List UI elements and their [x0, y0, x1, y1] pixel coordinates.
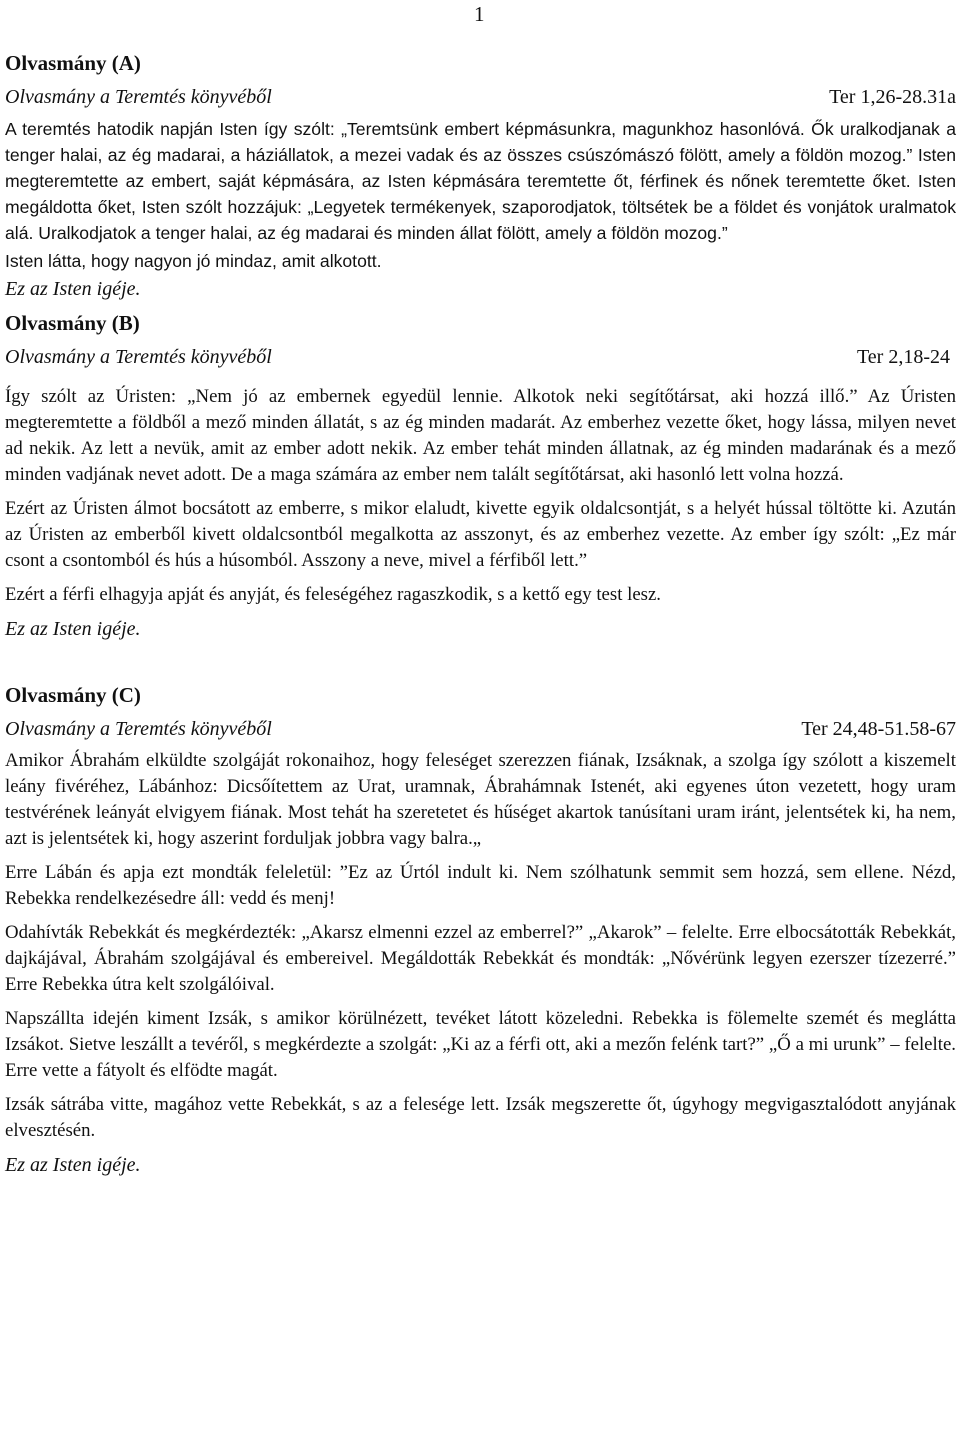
scripture-reference: Ter 1,26-28.31a: [829, 86, 956, 108]
reading-paragraph: Napszállta idején kiment Izsák, s amikor körülnézett, tevéket látott közeledni. Rebekka is fölemelte szemét és meglátta Izsákot. Sietve leszállt a tevéről, s megkérdezte a szolgát: „Ki az a férfi ott, aki a mezőn felénk tart?” „Ő a mi urunk” – felelte. Erre vette a fátyolt és elfödte magát.: [5, 1008, 956, 1081]
scripture-reference: Ter 2,18-24: [856, 346, 950, 368]
source-row: [5, 84, 956, 110]
reading-paragraph: Izsák sátrába vitte, magához vette Rebekkát, s az a felesége lett. Izsák megszerette őt, úgyhogy megvigasztalódott anyjának elvesztésén.: [5, 1094, 956, 1141]
reading-paragraph: Ezért az Úristen álmot bocsátott az emberre, s mikor elaludt, kivette egyik oldalcsontját, s a helyét hússal töltötte ki. Azután az Úristen az emberből kivett oldalcsontból megalkotta az asszonyt, és az emberhez vezette. Az ember így szólt: „Ez már csont a csontomból és hús a húsomból. Asszony a neve, mivel a férfiből lett.”: [5, 498, 956, 571]
reading-paragraph: Odahívták Rebekkát és megkérdezték: „Akarsz elmenni ezzel az emberrel?” „Akarok” – felelte. Erre elbocsátották Rebekkát, dajkájával, Ábrahám szolgájával és embereivel. Megáldották Rebekkát és mondták: „Nővérünk legyen ezerszer tízezerré.” Erre Rebekka útra kelt szolgálóival.: [5, 922, 956, 995]
section-spacer: [5, 650, 956, 682]
reading-paragraph: Ezért a férfi elhagyja apját és anyját, és feleségéhez ragaszkodik, s a kettő egy test lesz.: [5, 584, 661, 605]
reading-paragraph: Isten látta, hogy nagyon jó mindaz, amit alkotott.: [5, 251, 382, 271]
reading-a: [5, 50, 956, 302]
source-title: Olvasmány a Teremtés könyvéből: [5, 346, 272, 368]
page-number: 1: [474, 2, 485, 26]
source-row: [5, 716, 956, 742]
reading-paragraph: Amikor Ábrahám elküldte szolgáját rokonaihoz, hogy feleséget szerezzen fiának, Izsáknak, a szolga így szólott a kiszemelt leány fivéréhez, Lábánhoz: Dicsőítettem az Urat, uramnak, Ábrahámnak Istenét, aki egyenes úton vezetett, hogy uram testvérének leányát elvigyem fiának. Most tehát ha szeretetet és hűséget akartok tanúsítani uram iránt, jelentsétek ki, ha nem, azt is jelentsétek ki, hogy aszerint forduljak jobbra vagy balra.„: [5, 750, 956, 849]
reading-heading: Olvasmány (C): [5, 683, 141, 707]
closing-formula: Ez az Isten igéje.: [5, 618, 141, 640]
document-body: [5, 50, 956, 1186]
reading-paragraph: Így szólt az Úristen: „Nem jó az embernek egyedül lennie. Alkotok neki segítőtársat, aki hozzá illő.” Az Úristen megteremtette a földből a mező minden állatát, s az ég minden madarát. Az emberhez vezette őket, hogy lássa, milyen nevet ad nekik. Az lett a nevük, amit az ember adott nekik. Az ember tehát minden állatnak, az ég minden madarának és a mező minden vadjának nevet adott. De a maga számára az ember nem talált segítőtársat, aki hasonló lett volna hozzá.: [5, 386, 956, 485]
closing-formula: Ez az Isten igéje.: [5, 1154, 141, 1176]
reading-b: [5, 310, 956, 642]
reading-paragraph: Erre Lábán és apja ezt mondták feleletül: ”Ez az Úrtól indult ki. Nem szólhatunk semmit sem hozzá, sem ellene. Nézd, Rebekka rendelkezésedre áll: vedd és menj!: [5, 862, 956, 909]
reading-c: [5, 682, 956, 1178]
source-row: [5, 344, 956, 370]
scripture-reference: Ter 24,48-51.58-67: [801, 718, 956, 740]
reading-heading: Olvasmány (A): [5, 51, 141, 75]
reading-heading: Olvasmány (B): [5, 311, 140, 335]
closing-formula: Ez az Isten igéje.: [5, 278, 141, 300]
source-title: Olvasmány a Teremtés könyvéből: [5, 86, 272, 108]
reading-paragraph: A teremtés hatodik napján Isten így szólt: „Teremtsünk embert képmásunkra, magunkhoz hasonlóvá. Ők uralkodjanak a tenger halai, az ég madarai, a háziállatok, a mezei vadak és az összes csúszómászó fölött, amely a földön mozog.” Isten megteremtette az embert, saját képmására, az Isten képmására teremtette őt, férfinek és nőnek teremtette őket. Isten megáldotta őket, Isten szólt hozzájuk: „Legyetek termékenyek, szaporodjatok, töltsétek be a földet és vonjátok uralmatok alá. Uralkodjatok a tenger halai, az ég madarai és minden állat fölött, amely a földön mozog.”: [5, 119, 956, 243]
source-title: Olvasmány a Teremtés könyvéből: [5, 718, 272, 740]
